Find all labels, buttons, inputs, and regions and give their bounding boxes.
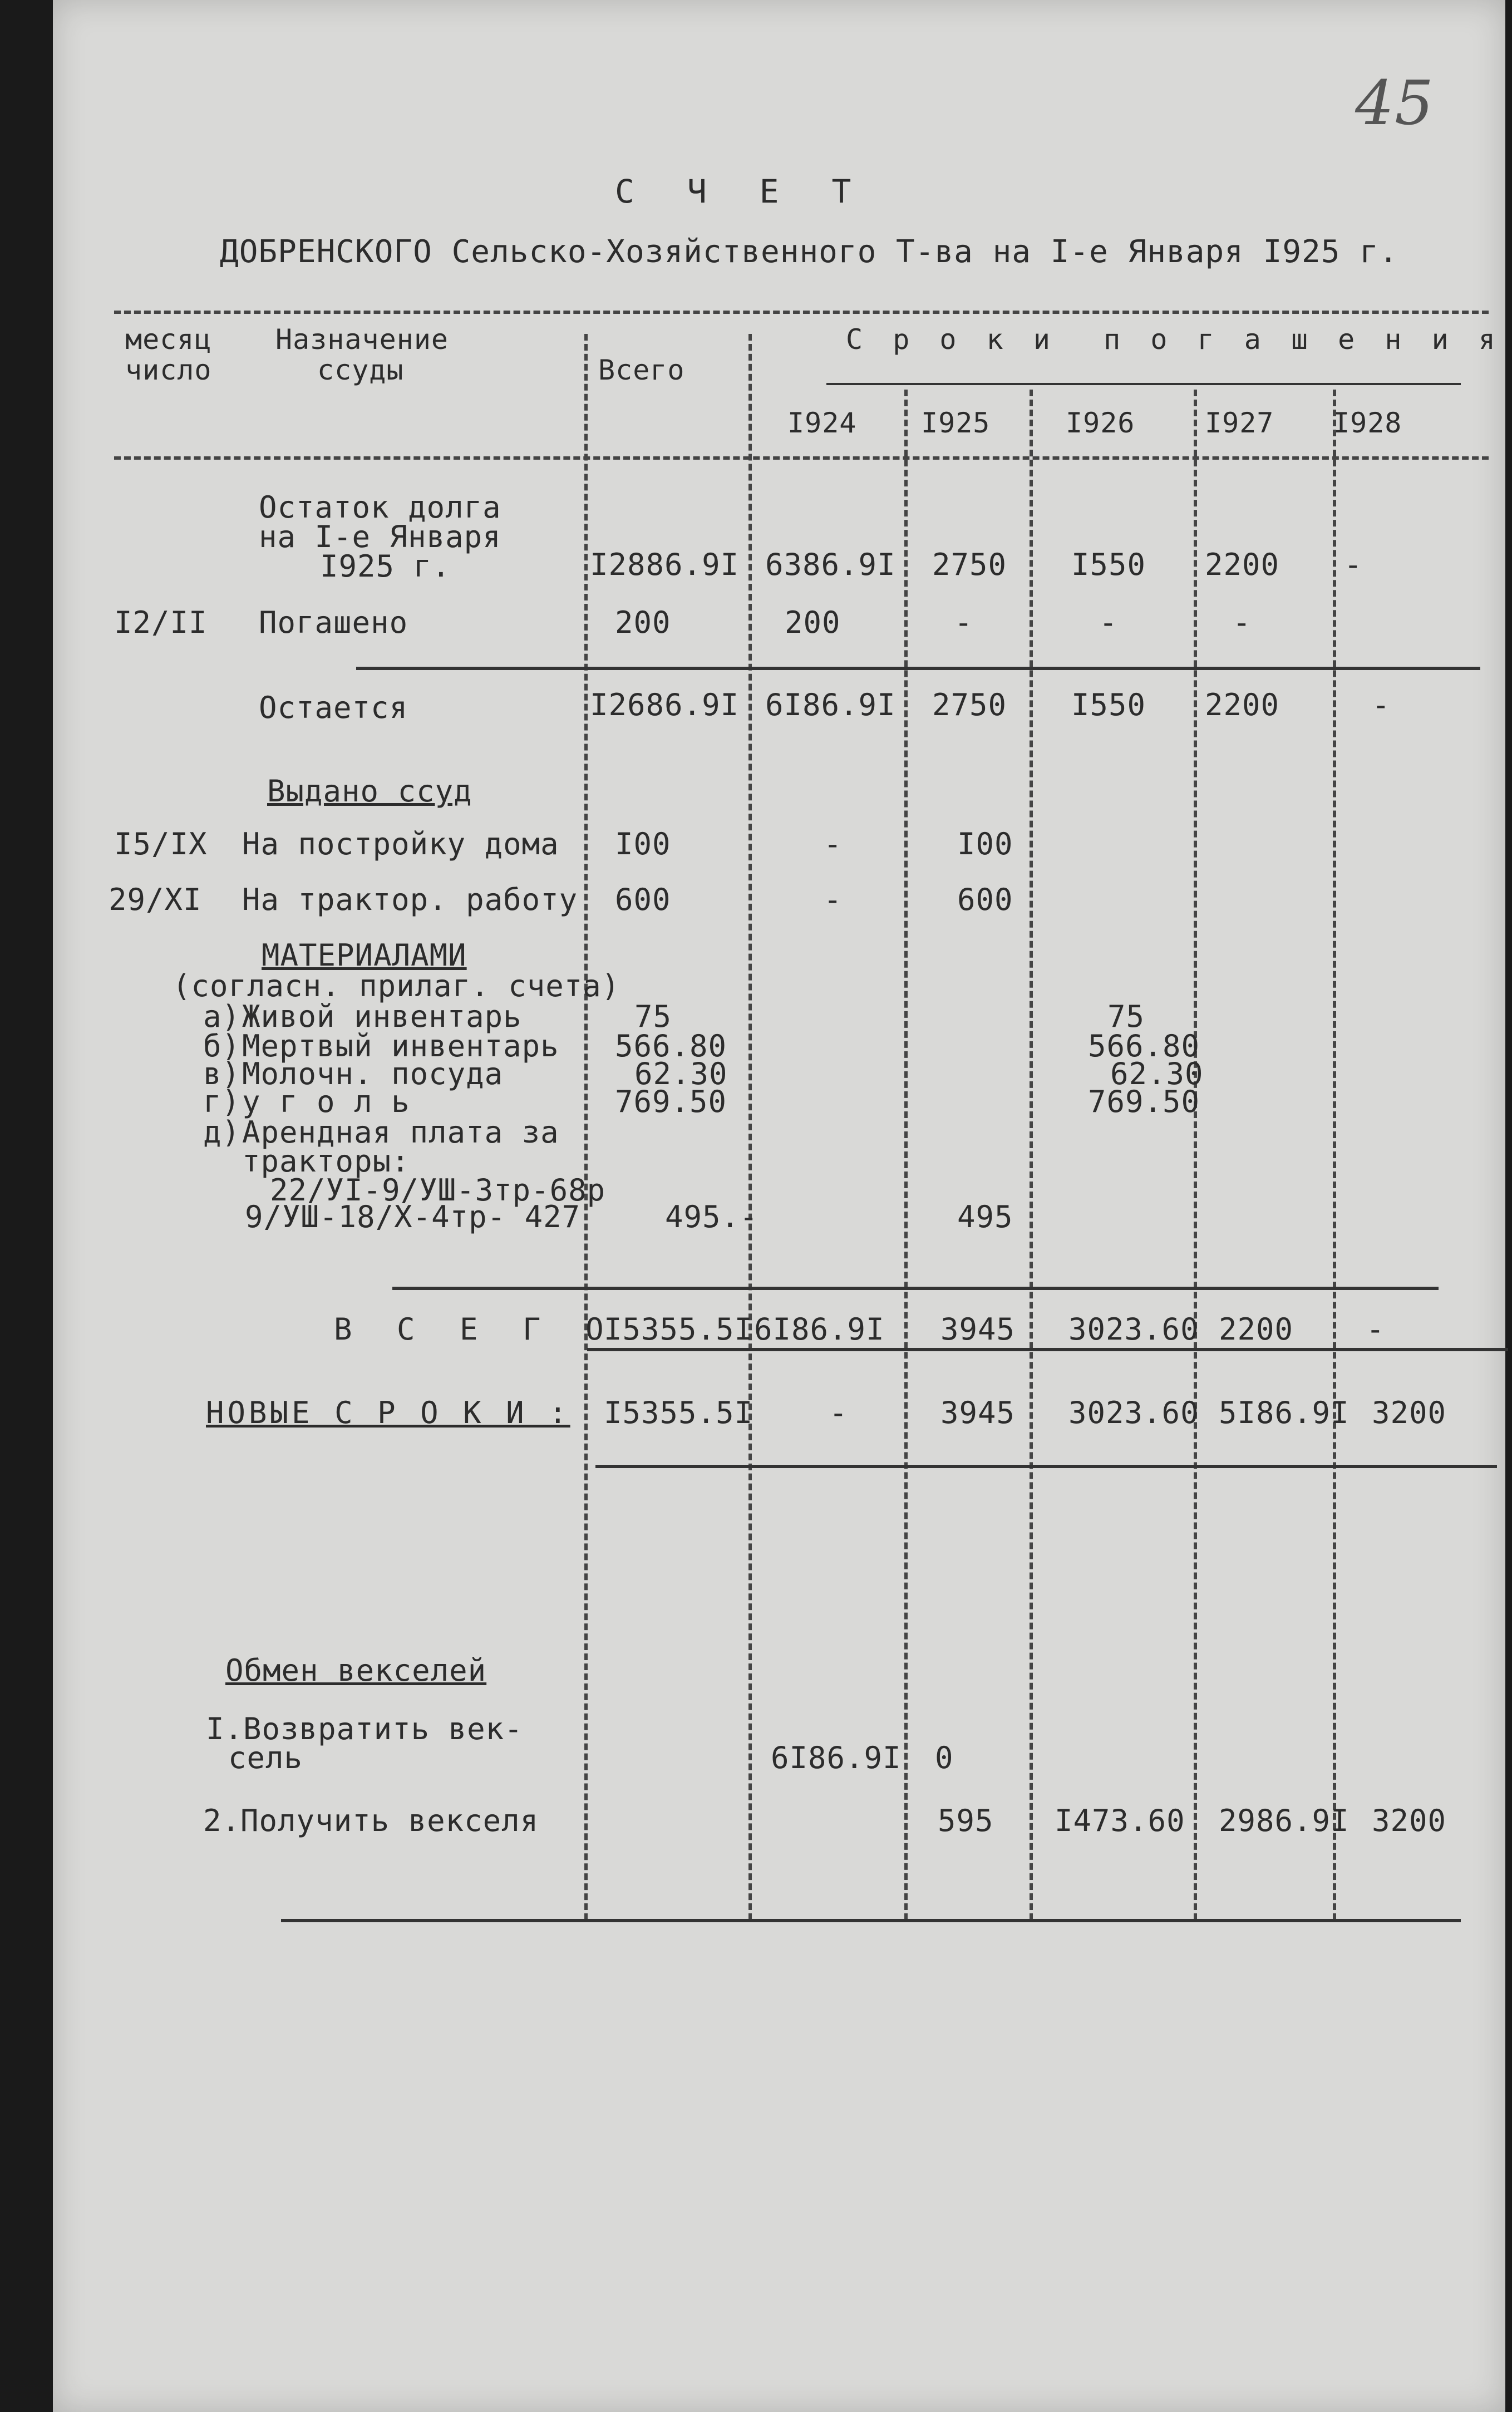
new-terms-1926: 3023.60 <box>1068 1395 1199 1430</box>
issued-row-2-label: На трактор. работу <box>242 882 578 917</box>
issued-row-1-date: I5/IX <box>114 826 208 862</box>
row-remaining-label: Остается <box>259 690 408 725</box>
exchange-row-2-1928: 3200 <box>1372 1803 1447 1838</box>
sum-1927: 2200 <box>1219 1312 1294 1347</box>
row-paid-total: 200 <box>615 605 671 640</box>
row-paid-date: I2/II <box>114 605 208 640</box>
new-terms-total: I5355.5I <box>604 1395 753 1430</box>
row-paid-1927: - <box>1233 605 1252 640</box>
header-year-1925: I925 <box>921 407 991 439</box>
row-paid-1926: - <box>1099 605 1118 640</box>
rule-bottom <box>281 1919 1461 1922</box>
row-paid-1925: - <box>954 605 973 640</box>
material-d-label: у г о л ь <box>242 1084 410 1119</box>
material-a-letter: а) <box>203 999 241 1034</box>
row-balance-label-3: I925 г. <box>320 549 451 584</box>
exchange-row-1-1924: 6I86.9I <box>771 1740 902 1775</box>
header-year-1927: I927 <box>1205 407 1274 439</box>
issued-row-2-total: 600 <box>615 882 671 917</box>
sum-1928: - <box>1366 1312 1385 1347</box>
issued-row-2-1924: - <box>824 882 843 917</box>
row-balance-1926: I550 <box>1071 547 1146 582</box>
header-top-rule <box>114 311 1489 314</box>
material-c-total: 62.30 <box>634 1056 728 1091</box>
header-purpose-2: ссуды <box>317 354 404 386</box>
tractor-line-1: 22/УI-9/УШ-3тр-68р <box>270 1173 606 1208</box>
issued-row-2-date: 29/XI <box>109 882 202 917</box>
material-d-1926: 769.50 <box>1088 1084 1200 1119</box>
issued-row-2-1925: 600 <box>957 882 1013 917</box>
issued-row-1-label: На постройку дома <box>242 826 559 862</box>
row-remaining-1926: I550 <box>1071 687 1146 722</box>
exchange-row-2-1927: 2986.9I <box>1219 1803 1350 1838</box>
row-remaining-1928: - <box>1372 687 1391 722</box>
new-terms-label: НОВЫЕ С Р О К И : <box>206 1395 570 1430</box>
row-balance-1928: - <box>1344 547 1363 582</box>
material-a-1926: 75 <box>1107 999 1145 1034</box>
header-terms: С р о к и п о г а ш е н и я <box>846 323 1502 356</box>
row-paid-1924: 200 <box>785 605 841 640</box>
document-subtitle: ДОБРЕНСКОГО Сельско-Хозяйственного Т-ва на I-е Января I925 г. <box>220 234 1398 270</box>
page-number-handwritten: 45 <box>1355 67 1434 139</box>
exchange-row-1-label-2: сель <box>228 1740 303 1775</box>
terms-underline <box>826 383 1461 385</box>
issued-heading: Выдано ссуд <box>267 774 472 809</box>
rule-after-new-terms <box>595 1465 1497 1468</box>
row-balance-total: I2886.9I <box>590 547 740 582</box>
sum-1925: 3945 <box>940 1312 1016 1347</box>
material-b-1926: 566.80 <box>1088 1028 1200 1064</box>
material-b-letter: б) <box>203 1028 241 1064</box>
row-paid-label: Погашено <box>259 605 408 640</box>
col-sep-1928 <box>1333 390 1336 1920</box>
col-sep-1927 <box>1194 390 1197 1920</box>
material-d-letter: г) <box>203 1084 241 1119</box>
header-year-1924: I924 <box>787 407 857 439</box>
material-c-1926: 62.30 <box>1110 1056 1204 1091</box>
document-title: С Ч Е Т <box>615 173 868 210</box>
new-terms-1925: 3945 <box>940 1395 1016 1430</box>
row-balance-label-2: на I-е Января <box>259 519 501 554</box>
row-remaining-1924: 6I86.9I <box>765 687 896 722</box>
material-e-letter: д) <box>203 1115 241 1150</box>
exchange-row-2-label: 2.Получить векселя <box>203 1803 539 1838</box>
rule-after-paid <box>356 667 1480 670</box>
exchange-row-1-1925: 0 <box>935 1740 954 1775</box>
issued-row-1-total: I00 <box>615 826 671 862</box>
exchange-row-2-1926: I473.60 <box>1055 1803 1185 1838</box>
row-balance-1924: 6386.9I <box>765 547 896 582</box>
col-sep-total <box>584 334 588 1920</box>
materials-note: (согласн. прилаг. счета) <box>173 968 620 1003</box>
document-page <box>53 0 1505 2412</box>
tractor-1925: 495 <box>957 1199 1013 1234</box>
material-e-label: Арендная плата за <box>242 1115 559 1150</box>
header-year-1926: I926 <box>1066 407 1135 439</box>
header-year-1928: I928 <box>1333 407 1402 439</box>
row-balance-1925: 2750 <box>932 547 1007 582</box>
tractor-total: 495.- <box>665 1199 759 1234</box>
header-purpose: Назначение <box>275 323 449 356</box>
material-b-total: 566.80 <box>615 1028 727 1064</box>
rule-before-sum <box>392 1287 1439 1290</box>
tractor-line-2: 9/УШ-18/X-4тр- 427 <box>245 1199 581 1234</box>
row-remaining-1927: 2200 <box>1205 687 1280 722</box>
col-sep-1924 <box>748 334 752 1920</box>
row-balance-label-1: Остаток долга <box>259 490 501 525</box>
tractors-label: тракторы: <box>242 1144 410 1179</box>
header-total: Всего <box>598 354 685 386</box>
material-d-total: 769.50 <box>615 1084 727 1119</box>
sum-label: В С Е Г О <box>334 1312 617 1347</box>
new-terms-1924: - <box>829 1395 848 1430</box>
sum-total: I5355.5I <box>604 1312 753 1347</box>
row-remaining-total: I2686.9I <box>590 687 740 722</box>
row-remaining-1925: 2750 <box>932 687 1007 722</box>
material-b-label: Мертвый инвентарь <box>242 1028 559 1064</box>
header-bottom-rule <box>114 456 1489 460</box>
material-c-letter: в) <box>203 1056 241 1091</box>
new-terms-1928: 3200 <box>1372 1395 1447 1430</box>
col-sep-1926 <box>1030 390 1033 1920</box>
header-month: месяц <box>125 323 212 356</box>
sum-1924: 6I86.9I <box>754 1312 885 1347</box>
material-a-total: 75 <box>634 999 672 1034</box>
material-c-label: Молочн. посуда <box>242 1056 504 1091</box>
exchange-heading: Обмен векселей <box>225 1653 487 1688</box>
exchange-row-2-1925: 595 <box>938 1803 994 1838</box>
rule-after-sum <box>587 1348 1508 1351</box>
material-a-label: Живой инвентарь <box>242 999 522 1034</box>
new-terms-1927: 5I86.9I <box>1219 1395 1350 1430</box>
sum-1926: 3023.60 <box>1068 1312 1199 1347</box>
materials-heading: МАТЕРИАЛАМИ <box>262 938 467 973</box>
col-sep-1925 <box>904 390 908 1920</box>
header-day: число <box>125 354 212 386</box>
exchange-row-1-label-1: I.Возвратить век- <box>206 1711 523 1746</box>
row-balance-1927: 2200 <box>1205 547 1280 582</box>
issued-row-1-1925: I00 <box>957 826 1013 862</box>
issued-row-1-1924: - <box>824 826 843 862</box>
